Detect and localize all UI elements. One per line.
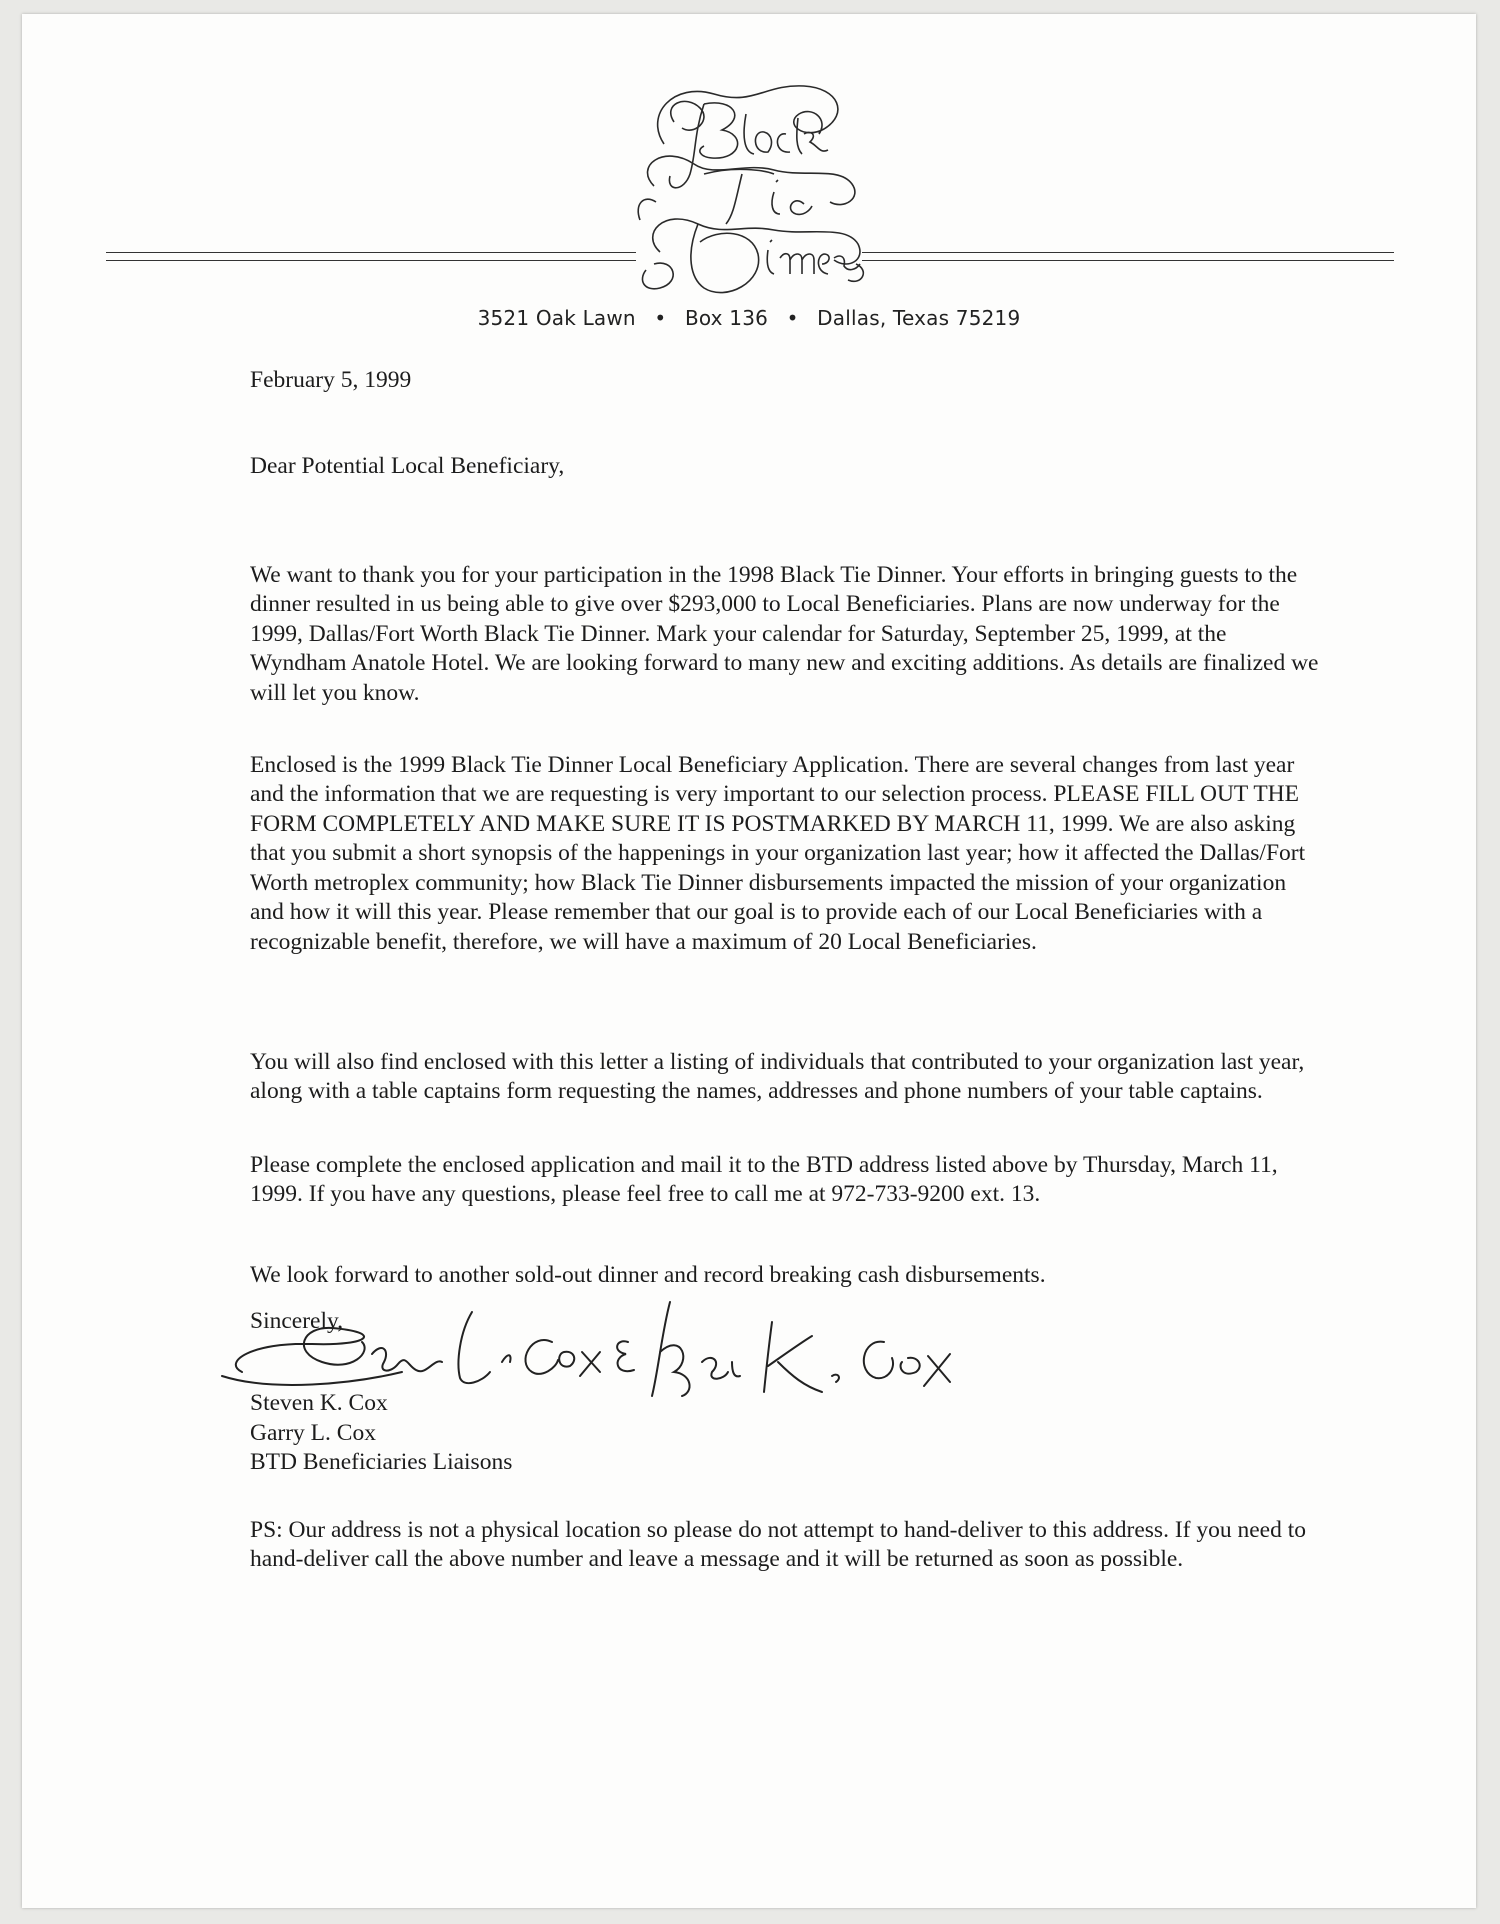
letter-paragraph: Please complete the enclosed application and mail it to the BTD address listed above by Thursday, March 11, 1999. If you have any questions, please feel free to call me at 972-733-9200 ext. 13. [250, 1151, 1278, 1207]
letter-salutation: Dear Potential Local Beneficiary, [250, 453, 565, 479]
signer-block [250, 1389, 1320, 1478]
letterhead [22, 14, 1476, 344]
letter-page [22, 14, 1476, 1908]
letter-paragraph: Enclosed is the 1999 Black Tie Dinner Local Beneficiary Application. There are several changes from last year and the information that we are requesting is very important to our selection process. PLEASE FILL OUT THE FORM COMPLETELY AND MAKE SURE IT IS POSTMARKED BY MARCH 11, 1999. We are also asking that you submit a short synopsis of the happenings in your organization last year; how it affected the Dallas/Fort Worth metroplex community; how Black Tie Dinner disbursements impacted the mission of your organization and how it will this year. Please remember that our goal is to provide each of our Local Beneficiaries with a recognizable benefit, therefore, we will have a maximum of 20 Local Beneficiaries. [250, 751, 1306, 955]
letter-postscript: PS: Our address is not a physical location so please do not attempt to hand-deliver to this address. If you need to hand-deliver call the above number and leave a message and it will be returned as soon as possible. [250, 1516, 1306, 1572]
black-tie-dinner-logo [634, 74, 870, 304]
address-city: Dallas, Texas 75219 [817, 306, 1021, 330]
letterhead-rule-left [106, 252, 636, 261]
signer-name: Garry L. Cox [250, 1419, 376, 1446]
address-box: Box 136 [684, 306, 769, 330]
signer-title: BTD Beneficiaries Liaisons [250, 1449, 513, 1475]
signer-name: Steven K. Cox [250, 1390, 388, 1416]
letter-paragraph: You will also find enclosed with this letter a listing of individuals that contributed to your organization last year, along with a table captains form requesting the names, addresses and phone numbers of your table captains. [250, 1048, 1305, 1104]
letterhead-rule-right [862, 252, 1394, 261]
address-separator: • [786, 306, 799, 330]
letter-closing: Sincerely, [250, 1308, 344, 1334]
address-separator: • [654, 306, 667, 330]
letter-date: February 5, 1999 [250, 367, 412, 393]
letter-paragraph: We want to thank you for your participation in the 1998 Black Tie Dinner. Your efforts in bringing guests to the dinner resulted in us being able to give over $293,000 to Local Beneficiaries. Plans are now underway for the 1999, Dallas/Fort Worth Black Tie Dinner. Mark your calendar for Saturday, September 25, 1999, at the Wyndham Anatole Hotel. We are looking forward to many new and exciting additions. As details are finalized we will let you know. [250, 561, 1319, 706]
address-street: 3521 Oak Lawn [477, 306, 636, 330]
letter-paragraph: We look forward to another sold-out dinner and record breaking cash disbursements. [250, 1261, 1046, 1288]
letterhead-address [22, 306, 1476, 330]
